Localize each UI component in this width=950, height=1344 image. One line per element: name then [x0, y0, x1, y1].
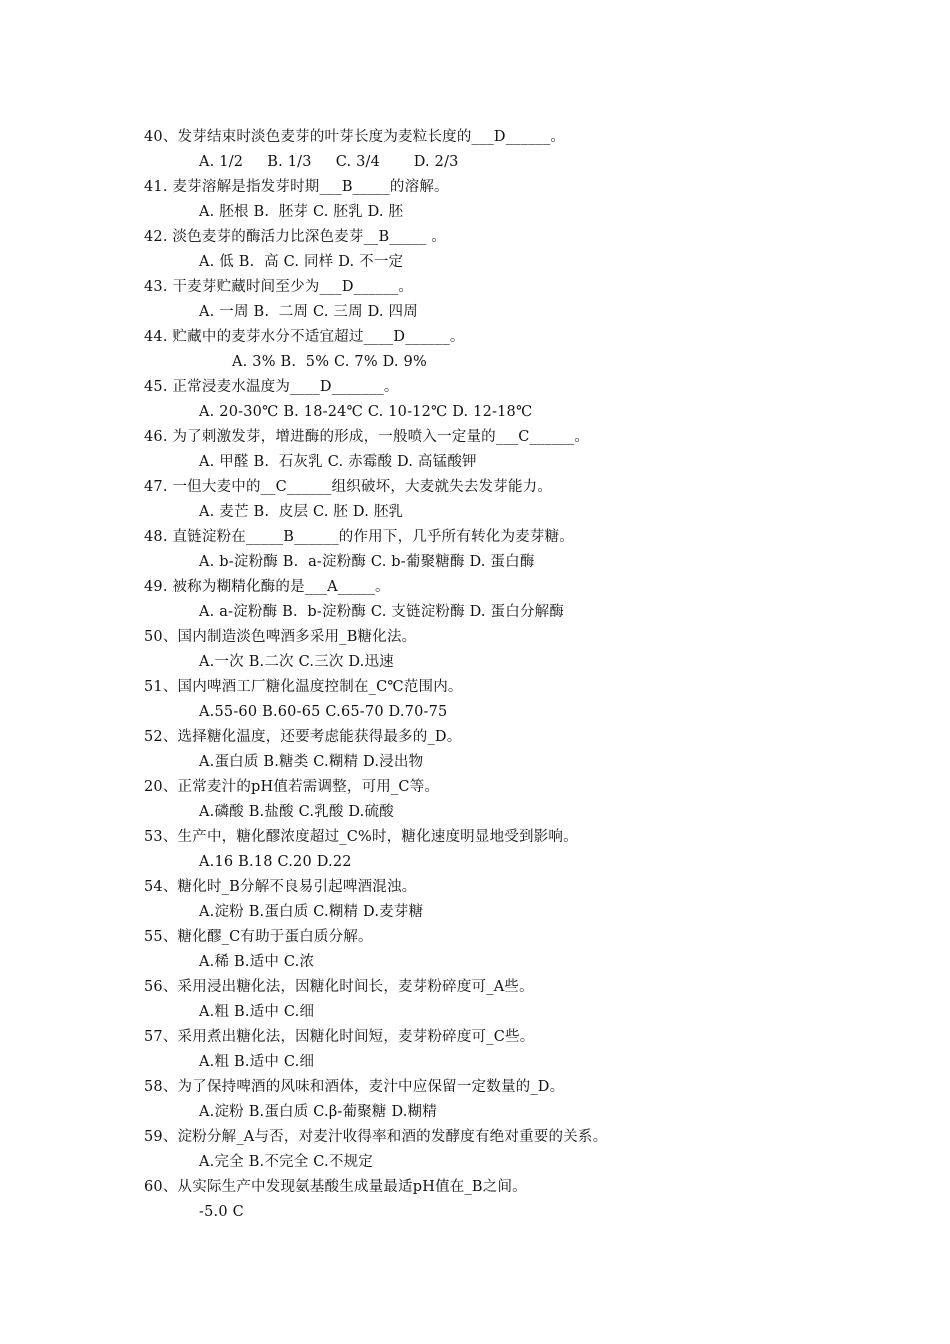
options-41: A. 胚根 B. 胚芽 C. 胚乳 D. 胚 — [199, 204, 404, 220]
options-43: A. 一周 B. 二周 C. 三周 D. 四周 — [199, 304, 418, 320]
question-51: 51、国内啤酒工厂糖化温度控制在_C℃范围内。 — [144, 679, 463, 695]
question-44: 44. 贮藏中的麦芽水分不适宜超过____D______。 — [144, 329, 465, 345]
question-45: 45. 正常浸麦水温度为____D_______。 — [144, 379, 399, 395]
question-59: 59、淀粉分解_A与否，对麦汁收得率和酒的发酵度有绝对重要的关系。 — [144, 1129, 608, 1145]
question-54: 54、糖化时_B分解不良易引起啤酒混浊。 — [144, 879, 417, 895]
question-49: 49. 被称为糊精化酶的是___A_____。 — [144, 579, 390, 595]
options-42: A. 低 B. 高 C. 同样 D. 不一定 — [199, 254, 404, 270]
options-47: A. 麦芒 B. 皮层 C. 胚 D. 胚乳 — [199, 504, 404, 520]
options-59: A.完全 B.不完全 C.不规定 — [199, 1154, 373, 1170]
options-55: A.稀 B.适中 C.浓 — [199, 954, 315, 970]
question-40: 40、发芽结束时淡色麦芽的叶芽长度为麦粒长度的___D______。 — [144, 129, 566, 145]
question-55: 55、糖化醪_C有助于蛋白质分解。 — [144, 929, 373, 945]
question-58: 58、为了保持啤酒的风味和酒体，麦汁中应保留一定数量的_D。 — [144, 1079, 565, 1095]
question-41: 41. 麦芽溶解是指发芽时期___B_____的溶解。 — [144, 179, 449, 195]
options-48: A. b-淀粉酶 B. a-淀粉酶 C. b-葡聚糖酶 D. 蛋白酶 — [199, 554, 535, 570]
question-60: 60、从实际生产中发现氨基酸生成量最适pH值在_B之间。 — [144, 1179, 527, 1195]
question-57: 57、采用煮出糖化法，因糖化时间短，麦芽粉碎度可_C些。 — [144, 1029, 535, 1045]
options-50: A.一次 B.二次 C.三次 D.迅速 — [199, 654, 394, 670]
options-57: A.粗 B.适中 C.细 — [199, 1054, 315, 1070]
options-56: A.粗 B.适中 C.细 — [199, 1004, 315, 1020]
question-46: 46. 为了刺激发芽，增进酶的形成，一般喷入一定量的___C______。 — [144, 429, 589, 445]
options-60: -5.0 C — [199, 1204, 244, 1220]
question-20: 20、正常麦汁的pH值若需调整，可用_C等。 — [144, 779, 440, 795]
question-56: 56、采用浸出糖化法，因糖化时间长，麦芽粉碎度可_A些。 — [144, 979, 534, 995]
options-46: A. 甲醛 B. 石灰乳 C. 赤霉酸 D. 高锰酸钾 — [199, 454, 477, 470]
question-52: 52、选择糖化温度，还要考虑能获得最多的_D。 — [144, 729, 462, 745]
options-45: A. 20-30℃ B. 18-24℃ C. 10-12℃ D. 12-18℃ — [199, 404, 533, 420]
question-53: 53、生产中，糖化醪浓度超过_C%时，糖化速度明显地受到影响。 — [144, 829, 578, 845]
options-44: A. 3% B. 5% C. 7% D. 9% — [232, 354, 427, 370]
options-52: A.蛋白质 B.糖类 C.糊精 D.浸出物 — [199, 754, 424, 770]
question-47: 47. 一但大麦中的__C______组织破坏，大麦就失去发芽能力。 — [144, 479, 553, 495]
question-50: 50、国内制造淡色啤酒多采用_B糖化法。 — [144, 629, 417, 645]
options-40: A. 1/2 B. 1/3 C. 3/4 D. 2/3 — [199, 154, 459, 170]
question-43: 43. 干麦芽贮藏时间至少为___D______。 — [144, 279, 414, 295]
question-42: 42. 淡色麦芽的酶活力比深色麦芽__B_____ 。 — [144, 229, 447, 245]
options-54: A.淀粉 B.蛋白质 C.糊精 D.麦芽糖 — [199, 904, 424, 920]
options-53: A.16 B.18 C.20 D.22 — [199, 854, 352, 870]
options-49: A. a-淀粉酶 B. b-淀粉酶 C. 支链淀粉酶 D. 蛋白分解酶 — [199, 604, 565, 620]
options-51: A.55-60 B.60-65 C.65-70 D.70-75 — [199, 704, 448, 720]
options-58: A.淀粉 B.蛋白质 C.β-葡聚糖 D.糊精 — [199, 1104, 437, 1120]
question-48: 48. 直链淀粉在_____B______的作用下，几乎所有转化为麦芽糖。 — [144, 529, 574, 545]
options-20: A.磷酸 B.盐酸 C.乳酸 D.硫酸 — [199, 804, 394, 820]
